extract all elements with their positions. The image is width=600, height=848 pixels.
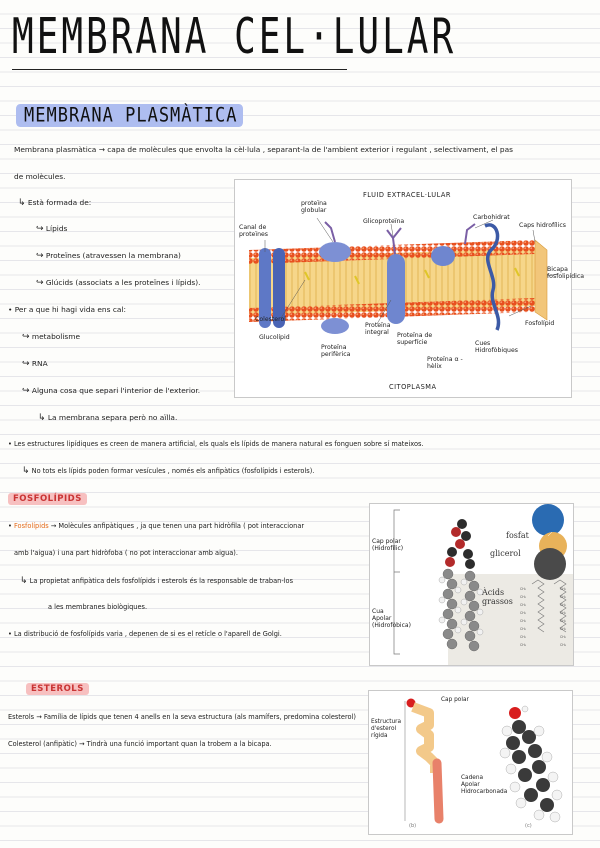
svg-text:CH₂: CH₂	[520, 611, 526, 615]
fosfolipids-line-2: amb l'aigua) i una part hidròfoba ( no pot interaccionar amb aigua).	[14, 549, 238, 557]
label-c: (c)	[525, 823, 532, 829]
esterols-line-1: Esterols → Família de lípids que tenen 4 anells en la seva estructura (als mamífers, predomina colesterol)	[8, 713, 356, 721]
cholesterol-illustration	[369, 691, 572, 834]
life-item: ↪ Alguna cosa que separi l'interior de l'exterior.	[22, 386, 201, 396]
membrane-note: ↳ La membrana separa però no aïlla.	[38, 413, 178, 423]
cytoplasm-label: CITOPLASMA	[389, 383, 437, 391]
component-item: ↪ Glúcids (associats a les proteïnes i lípids).	[36, 278, 201, 288]
section-heading-esterols: ESTEROLS	[26, 683, 89, 695]
formed-label: ↳ Està formada de:	[18, 198, 92, 208]
hook-arrow-icon: ↳	[22, 466, 30, 476]
label-alfa-helix: Proteïna α - hèlix	[427, 356, 463, 370]
label-estructura: Estructura d'esterol rígida	[371, 719, 402, 739]
membrane-illustration	[235, 180, 585, 397]
hook-arrow-icon: ↳	[18, 198, 26, 208]
label-b: (b)	[409, 823, 417, 829]
label-colesterol: Colesterol	[255, 316, 287, 323]
cholesterol-figure	[368, 690, 573, 835]
arrow-right-icon: ↪	[36, 251, 44, 261]
membrane-diagram	[234, 179, 585, 398]
label-fosfat: fosfat	[506, 531, 529, 540]
svg-text:CH₂: CH₂	[560, 587, 566, 591]
distribution-line: • La distribució de fosfolípids varia , depenen de si es el retícle o l'aparell de Golgi.	[8, 630, 282, 638]
arrow-right-icon: ↪	[36, 278, 44, 288]
life-item: ↪ RNA	[22, 359, 48, 369]
label-cap-polar: Cap polar (Hidrofílic)	[372, 538, 404, 552]
svg-text:CH₂: CH₂	[560, 627, 566, 631]
label-cua-apolar: Cua Apolar (Hidrofòbica)	[372, 608, 411, 629]
svg-text:CH₂: CH₂	[560, 635, 566, 639]
label-glicerol: glicerol	[490, 549, 521, 558]
label-cap-polar-sterol: Cap polar	[441, 697, 469, 703]
title-underline	[12, 69, 347, 70]
fosfolipids-line-1: • Fosfolípids → Molècules anfipàtiques , ja que tenen una part hidròfila ( pot interaccionar	[8, 522, 305, 530]
label-proteina-globular: proteïna globular	[301, 200, 327, 214]
page-title: MEMBRANA CEL·LULAR	[12, 10, 457, 66]
label-carbohidrat: Carbohidrat	[473, 214, 510, 221]
arrow-right-icon: ↪	[22, 359, 30, 369]
label-bicapa: Bicapa fosfolipídica	[547, 266, 585, 280]
label-cues: Cues Hidrofòbiques	[475, 340, 518, 354]
esterols-line-2: Colesterol (anfipàtic) → Tindrà una funció important quan la trobem a la bicapa.	[8, 740, 272, 748]
svg-text:CH₂: CH₂	[520, 603, 526, 607]
section-heading-fosfolipids: FOSFOLÍPIDS	[8, 493, 87, 505]
component-item: ↪ Lípids	[36, 224, 68, 234]
label-caps-hidrofilics: Caps hidrofílics	[519, 222, 566, 229]
definition-line-1: Membrana plasmàtica → capa de molècules que envolta la cèl·lula , separant-la de l'ambient exterior i regulant , selectivament, el pas	[14, 145, 513, 154]
property-line-2: a les membranes biològiques.	[48, 603, 148, 611]
svg-text:CH₂: CH₂	[560, 611, 566, 615]
svg-text:CH₃: CH₃	[520, 643, 526, 647]
label-glicoproteina: Glicoproteïna	[363, 218, 405, 225]
label-glucolipid: Glucolípid	[259, 334, 290, 341]
svg-text:CH₂: CH₂	[520, 619, 526, 623]
hook-arrow-icon: ↳	[38, 413, 46, 423]
svg-text:CH₂: CH₂	[520, 627, 526, 631]
phospholipid-illustration	[370, 504, 573, 665]
component-item: ↪ Proteïnes (atravessen la membrana)	[36, 251, 181, 261]
hook-arrow-icon: ↳	[20, 576, 28, 586]
svg-text:CH₂: CH₂	[560, 595, 566, 599]
label-fosfolipid: Fosfolípid	[525, 320, 555, 327]
life-item: ↪ metabolisme	[22, 332, 80, 342]
phospholipid-figure	[369, 503, 574, 666]
extracellular-label: FLUID EXTRACEL·LULAR	[363, 191, 452, 199]
arrow-right-icon: ↪	[22, 386, 30, 396]
section-heading-membrana: MEMBRANA PLASMÀTICA	[16, 104, 243, 127]
lipid-note-1: • Les estructures lipídiques es creen de manera artificial, els quals els lípids de manera natural es fonguen sobre sí mateixos.	[8, 440, 424, 448]
label-acids-grassos: Àcids grassos	[482, 588, 513, 606]
svg-text:CH₃: CH₃	[560, 643, 566, 647]
arrow-right-icon: ↪	[22, 332, 30, 342]
svg-text:CH₂: CH₂	[560, 603, 566, 607]
label-proteina-integral: Proteïna integral	[365, 322, 391, 336]
svg-text:CH₂: CH₂	[560, 619, 566, 623]
arrow-right-icon: ↪	[36, 224, 44, 234]
svg-text:CH₂: CH₂	[520, 595, 526, 599]
property-line-1: ↳ La propietat anfipàtica dels fosfolípids i esterols és la responsable de traban-los	[20, 576, 294, 586]
label-canal: Canal de proteïnes	[239, 224, 269, 238]
lipid-note-2: ↳ No tots els lípids poden formar vesícules , només els anfipàtics (fosfolípids i esterols).	[22, 466, 315, 476]
life-label: • Per a que hi hagi vida ens cal:	[8, 305, 126, 314]
definition-line-2: de molècules.	[14, 172, 66, 181]
svg-text:CH₂: CH₂	[520, 635, 526, 639]
label-proteina-superficie: Proteïna de superfície	[397, 332, 433, 346]
label-proteina-periferica: Proteïna perifèrica	[321, 344, 351, 358]
label-cadena: Cadena Apolar Hidrocarbonada	[461, 775, 508, 795]
svg-text:CH₂: CH₂	[520, 587, 526, 591]
